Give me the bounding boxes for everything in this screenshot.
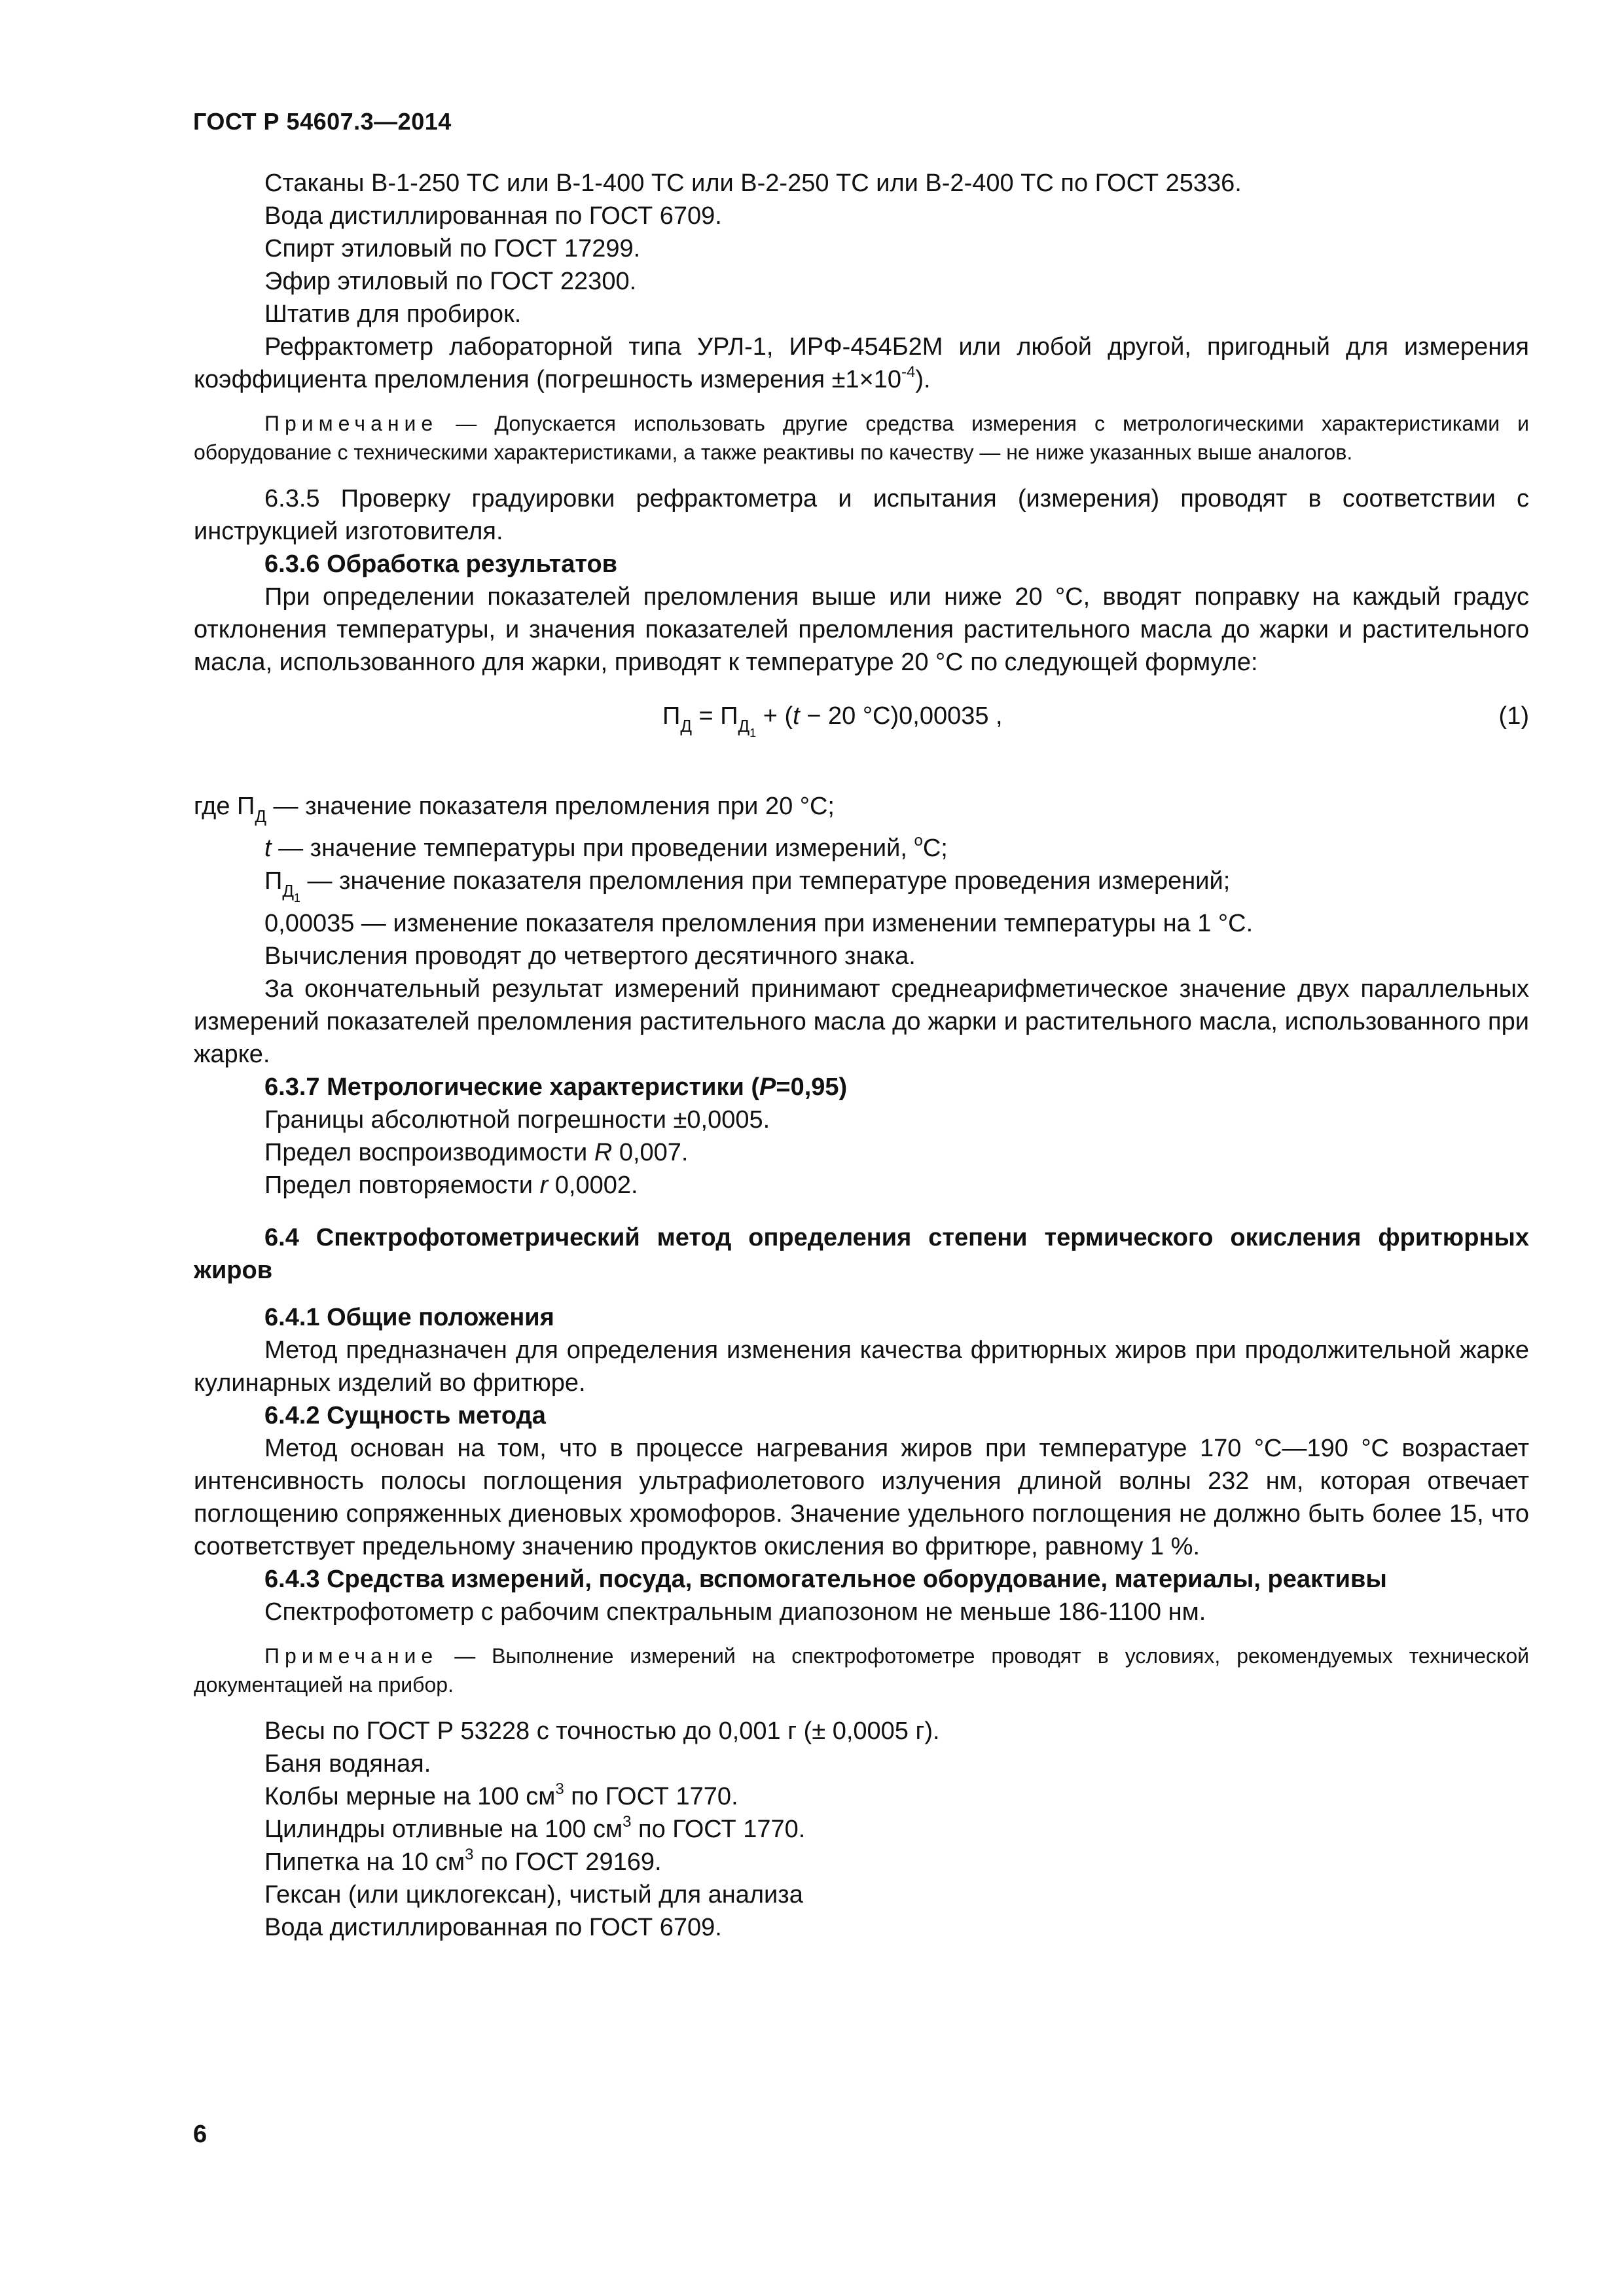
formula-number: (1) [1498, 702, 1529, 730]
metro-item: Границы абсолютной погрешности ±0,0005. [264, 1106, 770, 1134]
list-item: Пипетка на 10 $см^3$ по ГОСТ 29169. [264, 1846, 662, 1876]
list-item: Баня водяная. [264, 1750, 431, 1778]
calc-note: Вычисления проводят до четвертого десятичного знака. [264, 942, 916, 970]
list-item: Вода дистиллированная по ГОСТ 6709. [264, 202, 722, 230]
list-item: Стаканы В-1-250 ТС или В-1-400 ТС или В-2-250 ТС или В-2-400 ТС по ГОСТ 25336. [264, 170, 1242, 197]
metro-item: Предел повторяемости r 0,0002. [264, 1172, 638, 1199]
list-item: Вода дистиллированная по ГОСТ 6709. [264, 1914, 722, 1941]
heading-6-4-3: 6.4.3 Средства измерений, посуда, вспомогательное оборудование, материалы, реактивы [264, 1566, 1387, 1593]
heading-6-4: 6.4 Спектрофотометрический метод определения степени термического окисления фритюрных жиров [194, 1224, 1529, 1284]
page-content [194, 167, 1529, 1944]
page-number: 6 [193, 2121, 208, 2148]
heading-6-3-6: 6.3.6 Обработка результатов [264, 550, 618, 578]
where-def-3: $П_{Д_1}$ — значение показателя преломления при температуре проведения измерений; [264, 867, 1231, 905]
note-1: Примечание — Допускается использовать другие средства измерения с метрологическими характеристиками и оборудование с техническими характеристиками, а также реактивы по качеству — не ниже указанных выше аналогов. [194, 412, 1529, 464]
where-def-4: 0,00035 — изменение показателя преломления при изменении температуры на 1 °С. [264, 910, 1254, 937]
section-6-4-1-text: Метод предназначен для определения изменения качества фритюрных жиров при продолжительной жарке кулинарных изделий во фритюре. [194, 1336, 1529, 1397]
formula-expression: $П_Д = П_{Д_1} + (t - 20$ °С)0,00035 , [662, 702, 1003, 740]
list-item: Цилиндры отливные на 100 $см^3$ по ГОСТ 1770. [264, 1813, 806, 1843]
final-result-text: За окончательный результат измерений принимают среднеарифметическое значение двух параллельных измерений показателей преломления растительного масла до жарки и растительного масла, использованного при жарке. [194, 975, 1529, 1068]
note-2: Примечание — Выполнение измерений на спектрофотометре проводят в условиях, рекомендуемых технической документацией на прибор. [194, 1644, 1529, 1696]
list-item: Эфир этиловый по ГОСТ 22300. [264, 268, 637, 295]
list-item: Спирт этиловый по ГОСТ 17299. [264, 235, 641, 262]
list-item: Колбы мерные на 100 $см^3$ по ГОСТ 1770. [264, 1780, 738, 1810]
where-def-2: t — значение температуры при проведении измерений, $^o$С; [264, 832, 948, 862]
section-6-3-6-text: При определении показателей преломления выше или ниже 20 °С, вводят поправку на каждый градус отклонения температуры, и значения показателей преломления растительного масла до жарки и растительного масла, использованного для жарки, приводят к температуре 20 °С по следующей формуле: [194, 583, 1529, 676]
list-item: Весы по ГОСТ Р 53228 с точностью до 0,001 г (± 0,0005 г). [264, 1717, 940, 1745]
refractometer-item: Рефрактометр лабораторной типа УРЛ-1, ИРФ-454Б2М или любой другой, пригодный для измерения коэффициента преломления (погрешность измерения $\pm 1\times 10^{-4}$). [194, 333, 1529, 393]
document-code-header: ГОСТ Р 54607.3—2014 [193, 108, 452, 135]
note-label: Примечание [264, 1644, 439, 1668]
heading-6-4-2: 6.4.2 Сущность метода [264, 1402, 546, 1429]
section-6-4-3-text: Спектрофотометр с рабочим спектральным диапозоном не меньше 186-1100 нм. [264, 1598, 1206, 1626]
section-6-4-2-text: Метод основан на том, что в процессе нагревания жиров при температуре 170 °С—190 °С возрастает интенсивность полосы поглощения ультрафиолетового излучения длиной волны 232 нм, которая отвечает поглощению сопряженных диеновых хромофоров. Значение удельного поглощения не должно быть более 15, что соответствует предельному значению продуктов окисления во фритюре, равному 1 %. [194, 1435, 1529, 1560]
list-item: Штатив для пробирок. [264, 300, 522, 328]
heading-6-3-7: 6.3.7 Метрологические характеристики (Р=0,95) [264, 1073, 848, 1101]
formula-1 [194, 691, 1529, 760]
where-def-1: где $П_Д$ — значение показателя преломления при 20 °С; [194, 793, 835, 826]
metro-item: Предел воспроизводимости R 0,007. [264, 1139, 689, 1166]
section-6-3-5: 6.3.5 Проверку градуировки рефрактометра и испытания (измерения) проводят в соответствии с инструкцией изготовителя. [194, 485, 1529, 545]
note-label: Примечание [264, 412, 439, 435]
list-item: Гексан (или циклогексан), чистый для анализа [264, 1881, 803, 1909]
heading-6-4-1: 6.4.1 Общие положения [264, 1304, 554, 1331]
